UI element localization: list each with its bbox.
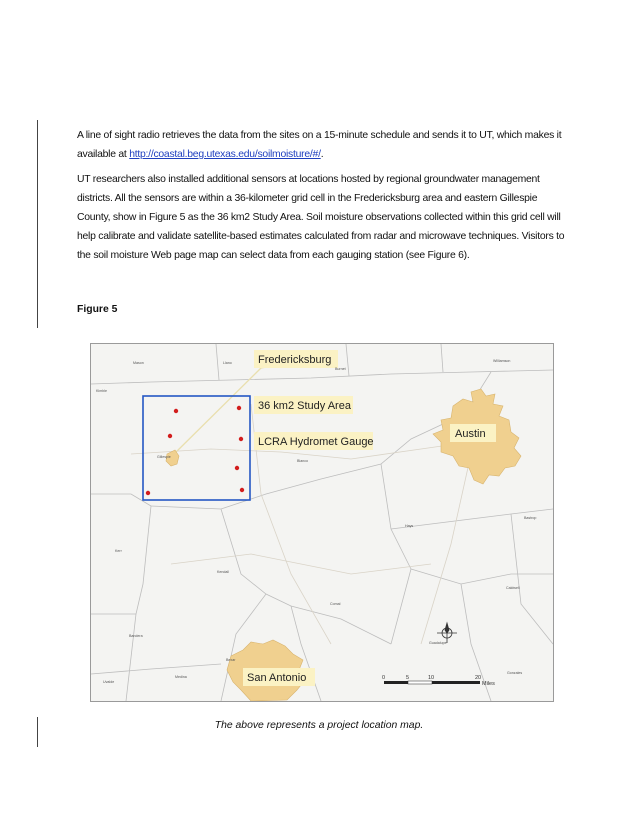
county-label: Caldwell bbox=[506, 586, 520, 590]
county-label: Gillespie bbox=[157, 455, 171, 459]
scale-tick-label: 0 bbox=[382, 675, 386, 681]
compass-rose-icon bbox=[437, 623, 457, 643]
study-area-label: 36 km2 Study Area bbox=[258, 400, 351, 412]
austin-label: Austin bbox=[455, 428, 486, 440]
scale-bar bbox=[382, 675, 495, 687]
county-label: Guadalupe bbox=[429, 641, 447, 645]
county-label: Bastrop bbox=[524, 516, 537, 520]
margin-change-bar-top bbox=[37, 120, 38, 328]
scale-unit-label: Miles bbox=[482, 681, 495, 687]
san-antonio-label: San Antonio bbox=[247, 672, 307, 684]
scale-tick-label: 10 bbox=[428, 675, 435, 681]
county-label: Kimble bbox=[96, 389, 107, 393]
scale-tick-label: 20 bbox=[475, 675, 482, 681]
county-label: Comal bbox=[330, 602, 341, 606]
county-label: Bandera bbox=[129, 634, 143, 638]
paragraph-1-end: . bbox=[320, 149, 324, 160]
county-label: Uvalde bbox=[103, 680, 115, 684]
county-label: Llano bbox=[223, 361, 232, 365]
gauge-label: LCRA Hydromet Gauge bbox=[258, 436, 374, 448]
paragraph-1-text: A line of sight radio retrieves the data from the sites on a 15-minute schedule and sends it to UT, which makes it available at bbox=[77, 130, 562, 160]
county-label: Bexar bbox=[226, 658, 236, 662]
paragraph-2: UT researchers also installed additional sensors at locations hosted by regional groundwater management districts. All the sensors are within a 36-kilometer grid cell in the Fredericksburg area and eastern Gillespie County, show in Figure 5 as the 36 km2 Study Area. Soil moisture observations collected within this grid cell will help calibrate and validate satellite-based estimates calculated from radar and microwave techniques. Visitors to the soil moisture Web page map can select data from each gauging station (see Figure 6). bbox=[77, 174, 565, 261]
figure-caption: The above represents a project location map. bbox=[214, 720, 424, 731]
county-label: Burnet bbox=[335, 367, 346, 371]
county-label: Gonzales bbox=[507, 671, 523, 675]
project-location-map bbox=[90, 343, 554, 702]
paragraph-1 bbox=[77, 126, 567, 164]
soil-moisture-link[interactable]: http://coastal.beg.utexas.edu/soilmoisture/#/ bbox=[129, 149, 321, 160]
county-label: Mason bbox=[133, 361, 144, 365]
county-label: Kendall bbox=[217, 570, 229, 574]
county-label: Williamson bbox=[493, 359, 511, 363]
fredericksburg-label: Fredericksburg bbox=[258, 354, 332, 366]
scale-tick-label: 5 bbox=[406, 675, 410, 681]
county-label: Kerr bbox=[115, 549, 122, 553]
county-label: Blanco bbox=[297, 459, 308, 463]
figure-label: Figure 5 bbox=[77, 304, 118, 315]
county-label: Medina bbox=[175, 675, 187, 679]
county-label: Hays bbox=[405, 524, 414, 528]
